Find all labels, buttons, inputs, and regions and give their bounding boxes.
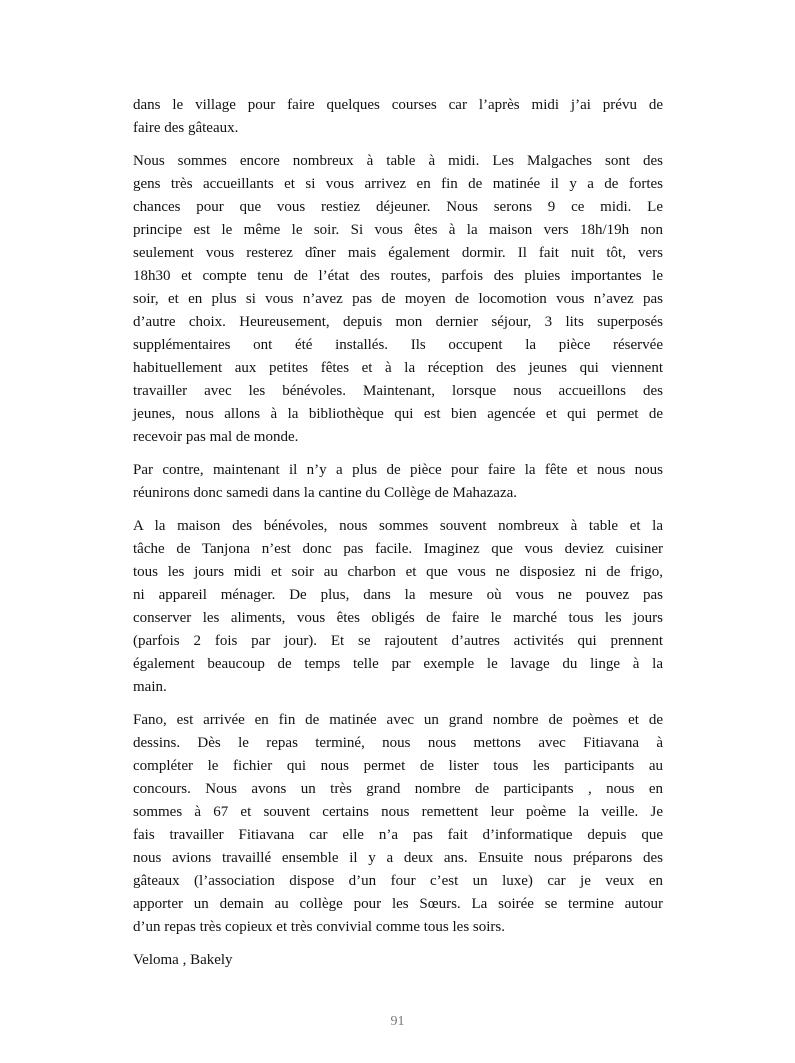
paragraph [133, 94, 663, 140]
text-line: soir, et en plus si vous n’avez pas de moyen de locomotion vous n’avez pas [133, 291, 663, 307]
text-line: Nous sommes encore nombreux à table à midi. Les Malgaches sont des [133, 153, 663, 169]
letter-body [133, 94, 663, 982]
text-line: compléter le fichier qui nous permet de lister tous les participants au [133, 758, 663, 774]
text-line: main. [133, 679, 167, 695]
text-line: recevoir pas mal de monde. [133, 429, 299, 445]
text-line: également beaucoup de temps telle par exemple le lavage du linge à la [133, 656, 663, 672]
text-line: dessins. Dès le repas terminé, nous nous mettons avec Fitiavana à [133, 735, 663, 751]
text-line: supplémentaires ont été installés. Ils occupent la pièce réservée [133, 337, 663, 353]
text-line: gâteaux (l’association dispose d’un four c’est un luxe) car je veux en [133, 873, 663, 889]
paragraph [133, 515, 663, 699]
text-line: sommes à 67 et souvent certains nous remettent leur poème la veille. Je [133, 804, 663, 820]
text-line: Veloma , Bakely [133, 952, 233, 968]
text-line: Fano, est arrivée en fin de matinée avec un grand nombre de poèmes et de [133, 712, 663, 728]
paragraph [133, 459, 663, 505]
text-line: d’un repas très copieux et très convivial comme tous les soirs. [133, 919, 505, 935]
text-line: (parfois 2 fois par jour). Et se rajoutent d’autres activités qui prennent [133, 633, 663, 649]
text-line: conserver les aliments, vous êtes obligés de faire le marché tous les jours [133, 610, 663, 626]
text-line: tâche de Tanjona n’est donc pas facile. Imaginez que vous deviez cuisiner [133, 541, 663, 557]
text-line: fais travailler Fitiavana car elle n’a pas fait d’informatique depuis que [133, 827, 663, 843]
paragraph [133, 709, 663, 939]
text-line: gens très accueillants et si vous arrivez en fin de matinée il y a de fortes [133, 176, 663, 192]
paragraph [133, 150, 663, 449]
text-line: d’autre choix. Heureusement, depuis mon dernier séjour, 3 lits superposés [133, 314, 663, 330]
paragraph [133, 949, 663, 972]
text-line: A la maison des bénévoles, nous sommes souvent nombreux à table et la [133, 518, 663, 534]
text-line: faire des gâteaux. [133, 120, 239, 136]
text-line: nous avions travaillé ensemble il y a deux ans. Ensuite nous préparons des [133, 850, 663, 866]
text-line: jeunes, nous allons à la bibliothèque qui est bien agencée et qui permet de [133, 406, 663, 422]
page-number: 91 [390, 1014, 405, 1029]
text-line: seulement vous resterez dîner mais également dormir. Il fait nuit tôt, vers [133, 245, 663, 261]
text-line: tous les jours midi et soir au charbon et que vous ne disposiez ni de frigo, [133, 564, 663, 580]
text-line: ni appareil ménager. De plus, dans la mesure où vous ne pouvez pas [133, 587, 663, 603]
text-line: 18h30 et compte tenu de l’état des routes, parfois des pluies importantes le [133, 268, 663, 284]
text-line: travailler avec les bénévoles. Maintenant, lorsque nous accueillons des [133, 383, 663, 399]
text-line: habituellement aux petites fêtes et à la réception des jeunes qui viennent [133, 360, 663, 376]
text-line: concours. Nous avons un très grand nombre de participants , nous en [133, 781, 663, 797]
text-line: principe est le même le soir. Si vous êtes à la maison vers 18h/19h non [133, 222, 663, 238]
text-line: dans le village pour faire quelques courses car l’après midi j’ai prévu de [133, 97, 663, 113]
text-line: chances pour que vous restiez déjeuner. Nous serons 9 ce midi. Le [133, 199, 663, 215]
text-line: apporter un demain au collège pour les Sœurs. La soirée se termine autour [133, 896, 663, 912]
text-line: Par contre, maintenant il n’y a plus de pièce pour faire la fête et nous nous [133, 462, 663, 478]
text-line: réunirons donc samedi dans la cantine du Collège de Mahazaza. [133, 485, 518, 501]
